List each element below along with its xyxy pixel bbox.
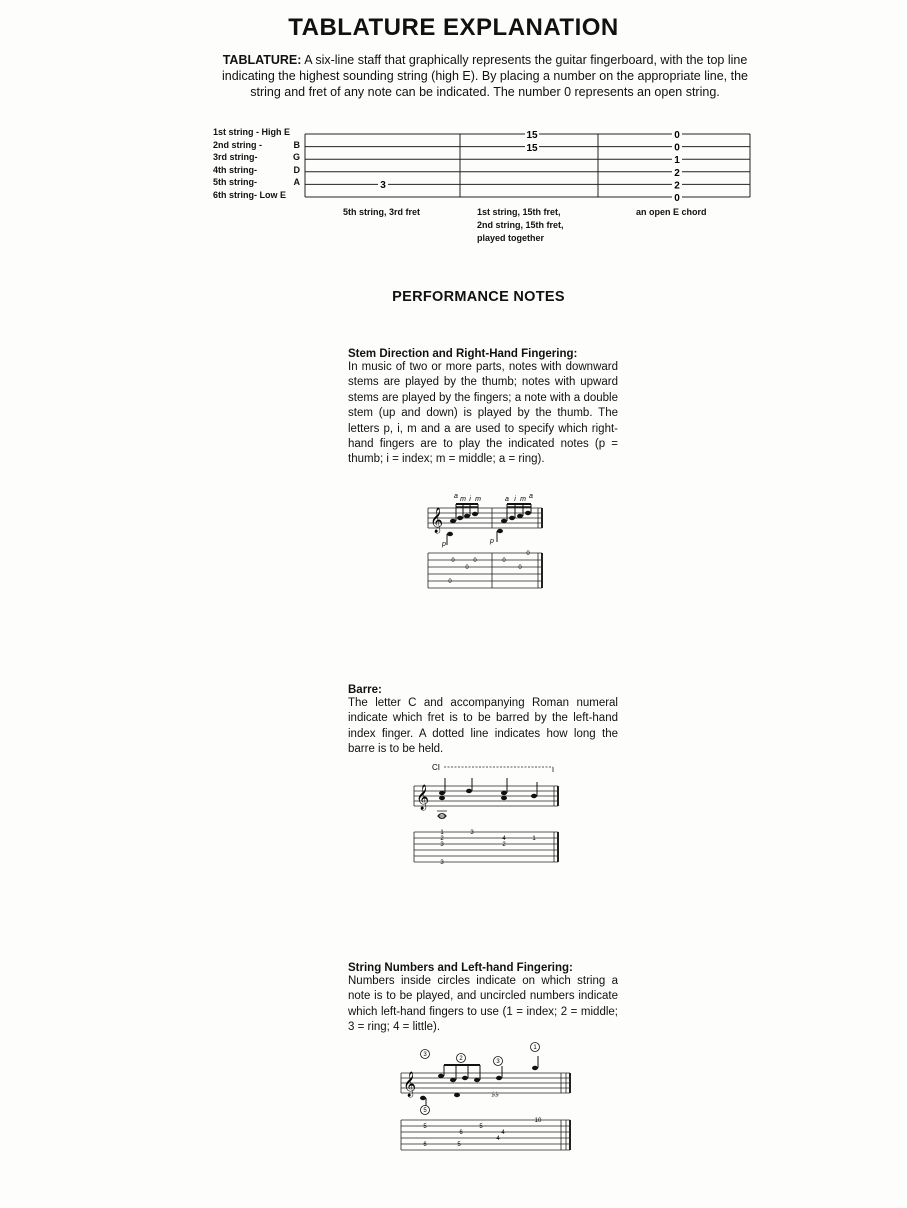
stem-direction-body: In music of two or more parts, notes with downward stems are played by the thumb; notes with upward stems are played by the fingers; a note with a double stem (up and down) is played by the thumb. The letters p, i, m and a are used to specify which right-hand fingers are to play the indicated notes (p = thumb; i = index; m = middle; a = ring). bbox=[348, 361, 618, 466]
caption-open-e-chord: an open E chord bbox=[636, 207, 707, 217]
string-label-1: 1st string - High E bbox=[213, 127, 291, 137]
caption-fifteenth-fret bbox=[477, 206, 564, 245]
finger-label: i bbox=[514, 496, 516, 503]
treble-clef-icon: 𝄞 bbox=[430, 507, 444, 532]
page-title: TABLATURE EXPLANATION bbox=[288, 14, 619, 41]
caption-line: 2nd string, 15th fret, bbox=[477, 220, 564, 230]
barre-section bbox=[348, 684, 618, 758]
caption-line: 1st string, 15th fret, bbox=[477, 207, 561, 217]
tab-number: 2 bbox=[440, 836, 444, 842]
tablature-intro bbox=[220, 52, 750, 100]
tab-number: 0 bbox=[451, 558, 455, 564]
string-letter-4: D bbox=[293, 164, 300, 175]
finger-label: a bbox=[505, 496, 509, 503]
finger-label: i bbox=[469, 496, 471, 503]
string-label-3: 3rd string- bbox=[213, 152, 258, 163]
tab-note-fret-15-string-1: 15 bbox=[526, 130, 538, 141]
finger-label: m bbox=[460, 496, 466, 503]
tab-number: 4 bbox=[501, 1130, 505, 1136]
chord-note: 0 bbox=[674, 130, 680, 141]
string-number-circle: 1 bbox=[533, 1045, 537, 1051]
string-label-4: 4th string- bbox=[213, 164, 257, 175]
string-label-2: 2nd string - bbox=[213, 139, 262, 150]
tab-note-fret-3: 3 bbox=[380, 180, 386, 191]
caption-line: played together bbox=[477, 233, 545, 243]
tablature-intro-text: A six-line staff that graphically represents the guitar fingerboard, with the top line indicating the highest sounding string (high E). By placing a number on the appropriate line, the string and fret of any note can be indicated. The number 0 represents an open string. bbox=[221, 53, 749, 99]
tab-number: 10 bbox=[534, 1118, 542, 1124]
chord-note: 0 bbox=[674, 193, 680, 204]
barre-example bbox=[408, 760, 562, 872]
string-number-example bbox=[395, 1040, 575, 1160]
caption-fifth-string: 5th string, 3rd fret bbox=[343, 207, 421, 217]
tab-number: 4 bbox=[502, 836, 506, 842]
tab-number: 5 bbox=[457, 1142, 461, 1148]
string-letter-2: B bbox=[293, 139, 300, 150]
finger-label: a bbox=[529, 493, 533, 500]
chord-note: 2 bbox=[674, 180, 680, 192]
tab-number: 2 bbox=[502, 842, 506, 848]
string-label-6: 6th string- Low E bbox=[213, 190, 286, 200]
tab-number: 0 bbox=[448, 579, 452, 585]
barre-label: CI bbox=[432, 763, 440, 772]
tablature-term: TABLATURE: bbox=[222, 53, 302, 67]
string-label-5: 5th string- bbox=[213, 177, 257, 188]
tab-number: 3 bbox=[440, 842, 444, 848]
tab-number: 3 bbox=[470, 830, 474, 836]
tab-number: 6 bbox=[459, 1130, 463, 1136]
tab-number: 5 bbox=[479, 1124, 483, 1130]
treble-clef-icon: 𝄞 bbox=[416, 784, 430, 809]
tab-number: 0 bbox=[518, 565, 522, 571]
string-number-circle: 3 bbox=[423, 1052, 427, 1058]
string-numbers-heading: String Numbers and Left-hand Fingering: bbox=[348, 962, 573, 974]
string-numbers-body: Numbers inside circles indicate on which string a note is to be played, and uncircled numbers indicate which left-hand fingers to use (1 = index; 2 = middle; 3 = ring; 4 = little). bbox=[348, 975, 618, 1034]
tab-number: 0 bbox=[465, 565, 469, 571]
tab-note-fret-15-string-2: 15 bbox=[526, 143, 538, 154]
tab-number: 6 bbox=[423, 1142, 427, 1148]
tablature-staff bbox=[300, 126, 755, 206]
tab-number: 5 bbox=[423, 1124, 427, 1130]
chord-note: 2 bbox=[674, 167, 680, 179]
thumb-label: p bbox=[442, 541, 446, 548]
tab-number: 0 bbox=[473, 558, 477, 564]
string-number-circle: 5 bbox=[423, 1108, 427, 1114]
performance-notes-title: PERFORMANCE NOTES bbox=[392, 289, 565, 305]
flat-symbol-icon: ♭♭ bbox=[491, 1090, 499, 1099]
string-letter-3: G bbox=[292, 152, 300, 163]
finger-label: a bbox=[454, 493, 458, 500]
chord-note: 1 bbox=[674, 155, 680, 167]
finger-label: m bbox=[520, 496, 526, 503]
string-number-circle: 3 bbox=[496, 1059, 500, 1065]
barre-heading: Barre: bbox=[348, 684, 382, 696]
chord-note: 0 bbox=[674, 142, 680, 154]
stem-direction-heading: Stem Direction and Right-Hand Fingering: bbox=[348, 348, 578, 360]
stem-direction-section bbox=[348, 348, 618, 468]
thumb-label: p bbox=[490, 538, 494, 545]
tab-number: 1 bbox=[532, 836, 536, 842]
string-letter-5: A bbox=[293, 177, 300, 188]
tab-number: 1 bbox=[440, 830, 444, 836]
tab-number: 4 bbox=[496, 1136, 500, 1142]
tab-number: 0 bbox=[526, 551, 530, 557]
finger-label: m bbox=[475, 496, 481, 503]
string-numbers-section bbox=[348, 962, 618, 1036]
fingering-example bbox=[420, 490, 550, 595]
barre-body: The letter C and accompanying Roman numeral indicate which fret is to be barred by the left-hand index finger. A dotted line indicates how long the barre is to be held. bbox=[348, 697, 618, 756]
tab-number: 0 bbox=[502, 558, 506, 564]
string-number-circle: 2 bbox=[459, 1056, 463, 1062]
tab-number: 3 bbox=[440, 860, 444, 866]
treble-clef-icon: 𝄞 bbox=[403, 1071, 417, 1096]
